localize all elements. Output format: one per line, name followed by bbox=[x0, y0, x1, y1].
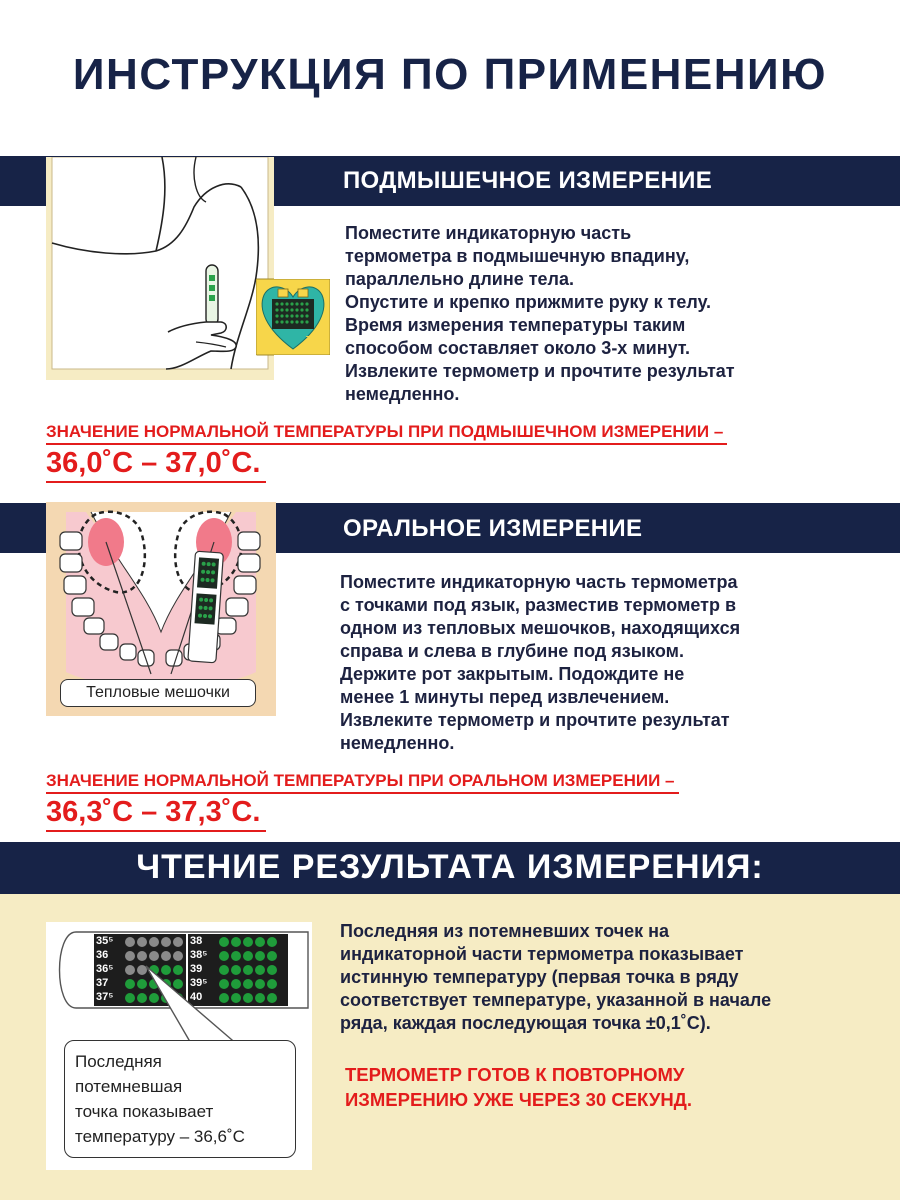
oral-instructions bbox=[340, 571, 840, 755]
armpit-norm-label: ЗНАЧЕНИЕ НОРМАЛЬНОЙ ТЕМПЕРАТУРЫ ПРИ ПОДМЫШЕЧНОМ ИЗМЕРЕНИИ – bbox=[46, 421, 727, 445]
indicator-dot bbox=[267, 937, 277, 947]
scale-right bbox=[190, 934, 218, 1004]
caption-line: температуру – 36,6˚С bbox=[75, 1127, 245, 1146]
text-line: Опустите и крепко прижмите руку к телу. bbox=[345, 292, 712, 312]
armpit-instructions bbox=[345, 222, 825, 406]
indicator-dot bbox=[267, 993, 277, 1003]
text-line: Держите рот закрытым. Подождите не bbox=[340, 664, 685, 684]
indicator-dot bbox=[255, 951, 265, 961]
indicator-dot bbox=[125, 993, 135, 1003]
scale-label: 38 bbox=[190, 935, 203, 947]
text-line: немедленно. bbox=[345, 384, 460, 404]
indicator-dot bbox=[255, 965, 265, 975]
oral-norm-value: 36,3˚С – 37,3˚С. bbox=[46, 794, 266, 832]
oral-norm bbox=[46, 770, 679, 832]
indicator-dot bbox=[231, 993, 241, 1003]
indicator-dot bbox=[149, 993, 159, 1003]
indicator-dot bbox=[255, 937, 265, 947]
oral-norm-label: ЗНАЧЕНИЕ НОРМАЛЬНОЙ ТЕМПЕРАТУРЫ ПРИ ОРАЛЬНОМ ИЗМЕРЕНИИ – bbox=[46, 770, 679, 794]
scale-label: 38⁵ bbox=[190, 949, 208, 961]
indicator-dot bbox=[137, 979, 147, 989]
indicator-dot bbox=[125, 951, 135, 961]
indicator-dot bbox=[137, 993, 147, 1003]
text-line: Время измерения температуры таким bbox=[345, 315, 686, 335]
text-line: Извлеките термометр и прочтите результат bbox=[345, 361, 735, 381]
indicator-dot bbox=[243, 979, 253, 989]
scale-label: 36⁵ bbox=[96, 963, 114, 975]
indicator-dot bbox=[137, 951, 147, 961]
text-line: истинную температуру (первая точка в ряду bbox=[340, 967, 739, 987]
indicator-dot bbox=[243, 951, 253, 961]
scale-label: 39 bbox=[190, 963, 203, 975]
indicator-dot bbox=[219, 979, 229, 989]
reading-caption bbox=[64, 1040, 296, 1158]
armpit-drawing bbox=[46, 157, 274, 380]
text-line: менее 1 минуты перед извлечением. bbox=[340, 687, 670, 707]
text-line: термометра в подмышечную впадину, bbox=[345, 246, 690, 266]
text-line: способом составляет около 3-х минут. bbox=[345, 338, 691, 358]
text-line: Последняя из потемневших точек на bbox=[340, 921, 670, 941]
caption-line: Последняя bbox=[75, 1052, 162, 1071]
text-line: Извлеките термометр и прочтите результат bbox=[340, 710, 730, 730]
armpit-heading: ПОДМЫШЕЧНОЕ ИЗМЕРЕНИЕ bbox=[343, 167, 713, 194]
ready-notice bbox=[345, 1062, 815, 1112]
indicator-dot bbox=[125, 965, 135, 975]
text-line: индикаторной части термометра показывает bbox=[340, 944, 744, 964]
indicator-dot bbox=[219, 993, 229, 1003]
indicator-dot bbox=[149, 951, 159, 961]
caption-line: потемневшая bbox=[75, 1077, 183, 1096]
scale-left bbox=[96, 934, 124, 1004]
text-line: справа и слева в глубине под языком. bbox=[340, 641, 684, 661]
scale-label: 39⁵ bbox=[190, 977, 208, 989]
indicator-dot bbox=[161, 951, 171, 961]
indicator-dot bbox=[255, 993, 265, 1003]
indicator-dot bbox=[243, 965, 253, 975]
oral-heading: ОРАЛЬНОЕ ИЗМЕРЕНИЕ bbox=[343, 515, 643, 542]
indicator-dot bbox=[255, 979, 265, 989]
text-line: Поместите индикаторную часть bbox=[345, 223, 632, 243]
indicator-dot bbox=[267, 979, 277, 989]
text-line: с точками под язык, разместив термометр в bbox=[340, 595, 737, 615]
armpit-norm-value: 36,0˚С – 37,0˚С. bbox=[46, 445, 266, 483]
scale-label: 37⁵ bbox=[96, 991, 114, 1003]
indicator-dot bbox=[173, 965, 183, 975]
heat-pockets-caption: Тепловые мешочки bbox=[60, 679, 256, 707]
text-line: параллельно длине тела. bbox=[345, 269, 574, 289]
indicator-dot bbox=[173, 937, 183, 947]
indicator-dot bbox=[125, 979, 135, 989]
reading-heading: ЧТЕНИЕ РЕЗУЛЬТАТА ИЗМЕРЕНИЯ: bbox=[136, 848, 764, 886]
indicator-dot bbox=[219, 965, 229, 975]
armpit-illustration bbox=[46, 157, 274, 380]
text-line: ряда, каждая последующая точка ±0,1˚С). bbox=[340, 1013, 711, 1033]
reading-instructions bbox=[340, 920, 860, 1035]
indicator-dot bbox=[243, 993, 253, 1003]
text-line: соответствует температуре, указанной в начале bbox=[340, 990, 772, 1010]
indicator-dot bbox=[231, 965, 241, 975]
indicator-dot bbox=[173, 951, 183, 961]
text-line: Поместите индикаторную часть термометра bbox=[340, 572, 738, 592]
scale-label: 35⁵ bbox=[96, 935, 114, 947]
package-icon bbox=[256, 279, 330, 355]
indicator-dot bbox=[137, 937, 147, 947]
indicator-dot bbox=[125, 937, 135, 947]
indicator-dot bbox=[161, 965, 171, 975]
indicator-dot bbox=[231, 951, 241, 961]
indicator-dot bbox=[231, 937, 241, 947]
reading-illustration bbox=[46, 922, 312, 1170]
reading-heading-band bbox=[0, 842, 900, 894]
scale-label: 40 bbox=[190, 991, 203, 1003]
armpit-norm bbox=[46, 421, 727, 483]
indicator-dot bbox=[173, 979, 183, 989]
indicator-dot bbox=[267, 951, 277, 961]
indicator-dot bbox=[149, 937, 159, 947]
page-title: ИНСТРУКЦИЯ ПО ПРИМЕНЕНИЮ bbox=[72, 50, 828, 99]
scale-label: 36 bbox=[96, 949, 109, 961]
indicator-dot bbox=[243, 937, 253, 947]
ready-line: ИЗМЕРЕНИЮ УЖЕ ЧЕРЕЗ 30 СЕКУНД. bbox=[345, 1089, 693, 1110]
indicator-dot bbox=[267, 965, 277, 975]
text-line: одном из тепловых мешочков, находящихся bbox=[340, 618, 741, 638]
indicator-dot bbox=[161, 937, 171, 947]
indicator-dot bbox=[231, 979, 241, 989]
scale-label: 37 bbox=[96, 977, 109, 989]
text-line: немедленно. bbox=[340, 733, 455, 753]
ready-line: ТЕРМОМЕТР ГОТОВ К ПОВТОРНОМУ bbox=[345, 1064, 685, 1085]
logo-text: TrueD bbox=[306, 336, 326, 343]
indicator-dot bbox=[219, 951, 229, 961]
indicator-dot bbox=[219, 937, 229, 947]
caption-line: точка показывает bbox=[75, 1102, 214, 1121]
